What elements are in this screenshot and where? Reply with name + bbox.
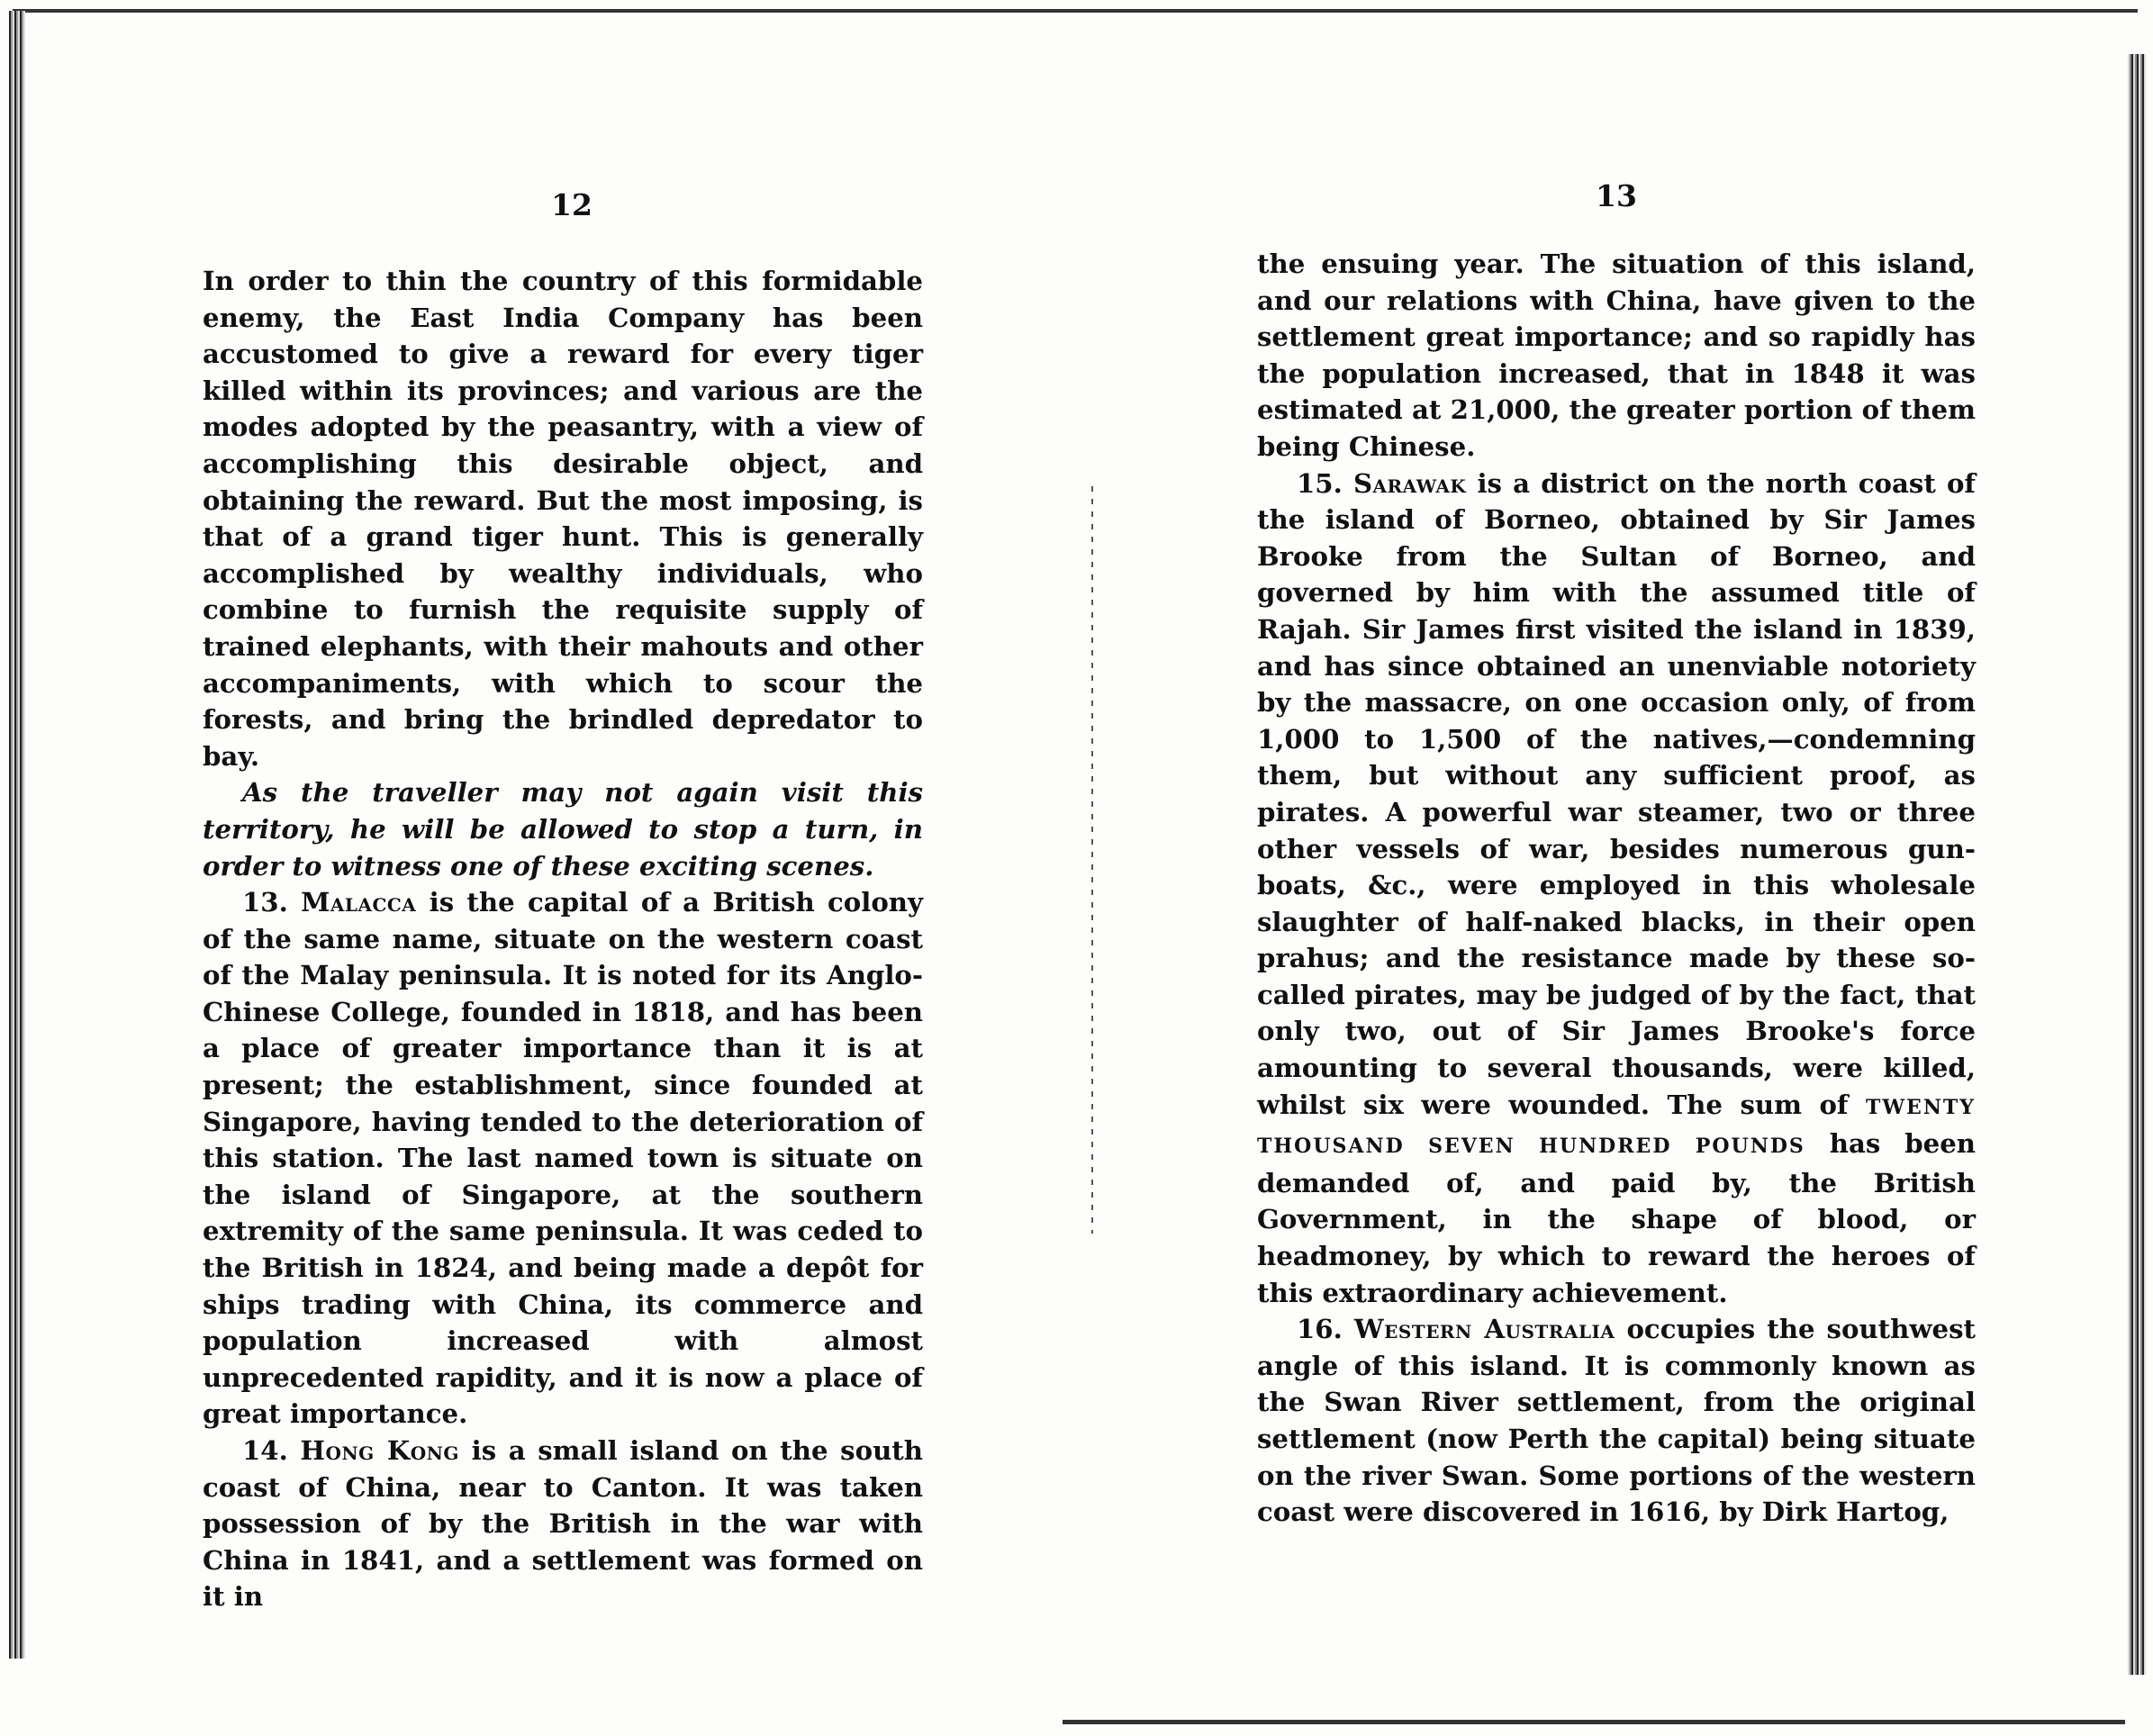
- section-heading: Hong Kong: [300, 1435, 460, 1466]
- paragraph-text: is the capital of a British colony of the same name, situate on the western coast of the Malay peninsula. It is noted for its Anglo-Chinese College, founded in 1818, and has been a place of greater importance than it is at present; the establishment, since founded at Singapore, having tended to the deterioration of this station. The last named town is situate on the island of Singapore, at the southern extremity of the same peninsula. It was ceded to the British in 1824, and being made a depôt for ships trading with China, its commerce and population increased with almost unprecedented rapidity, and it is now a place of great importance.: [203, 887, 923, 1430]
- section-heading: Western Australia: [1353, 1314, 1615, 1345]
- book-gutter: [1091, 486, 1093, 1234]
- section-number: 16.: [1297, 1314, 1343, 1345]
- book-left-edge: [9, 11, 25, 1659]
- paragraph: [203, 774, 923, 884]
- paragraph-text: is a district on the north coast of the island of Borneo, obtained by Sir James Brooke from the Sultan of Borneo, and governed by him with the assumed title of Rajah. Sir James first visited the island in 1839, and has since obtained an unenviable notoriety by the massacre, on one occasion only, of from 1,000 to 1,500 of the natives,—condemning them, but without any sufficient proof, as pirates. A powerful war steamer, two or three other vessels of war, besides numerous gun-boats, &c., were employed in this wholesale slaughter of half-naked blacks, in their open prahus; and the resistance made by these so-called pirates, may be judged of by the fact, that only two, out of Sir James Brooke's force amounting to several thousands, were killed, whilst six were wounded. The sum of: [1257, 467, 1976, 1120]
- paragraph: [1257, 466, 1976, 1312]
- page-number: 12: [551, 187, 593, 222]
- right-page-text: [1257, 246, 1976, 1531]
- paragraph-text: occupies the southwest angle of this island. It is commonly known as the Swan River settlement, from the original settlement (now Perth the capital) being situate on the river Swan. Some portions of the western coast were discovered in 1616, by Dirk Hartog,: [1257, 1314, 1976, 1528]
- page-number: 13: [1596, 178, 1637, 213]
- book-right-edge: [2128, 54, 2146, 1675]
- paragraph: [203, 884, 923, 1433]
- paragraph-text: has been demanded of, and paid by, the British Government, in the shape of blood, or headmoney, by which to reward the heroes of this extraordinary achievement.: [1257, 1128, 1976, 1308]
- paragraph: [1257, 1311, 1976, 1531]
- left-page-text: [203, 263, 923, 1615]
- paragraph-text: In order to thin the country of this formidable enemy, the East India Company has been accustomed to give a reward for every tiger killed within its provinces; and various are the modes adopted by the peasantry, with a view of accomplishing this desirable object, and obtaining the reward. But the most imposing, is that of a grand tiger hunt. This is generally accomplished by wealthy individuals, who combine to furnish the requisite supply of trained elephants, with their mahouts and other accompaniments, with which to scour the forests, and bring the brindled depredator to bay.: [203, 266, 923, 772]
- paragraph-text: As the traveller may not again visit this territory, he will be allowed to stop a turn, in order to witness one of these exciting scenes.: [203, 777, 923, 882]
- paragraph: [203, 263, 923, 774]
- section-heading: Malacca: [301, 887, 417, 918]
- section-number: 14.: [242, 1435, 288, 1466]
- paragraph-text: is a small island on the south coast of China, near to Canton. It was taken possession of by the British in the war with China in 1841, and a settlement was formed on it in: [203, 1435, 923, 1613]
- emphasized-sum: TWENTY THOUSAND SEVEN HUNDRED POUNDS: [1257, 1095, 1977, 1159]
- paragraph-text: the ensuing year. The situation of this island, and our relations with China, have given to the settlement great importance; and so rapidly has the population increased, that in 1848 it was estimated at 21,000, the greater portion of them being Chinese.: [1257, 249, 1976, 462]
- section-heading: Sarawak: [1352, 467, 1467, 499]
- paragraph: [1257, 246, 1976, 466]
- section-number: 15.: [1297, 467, 1343, 499]
- book-bottom-edge: [1063, 1720, 2125, 1724]
- paragraph: [203, 1433, 923, 1615]
- book-top-edge: [13, 9, 2138, 13]
- section-number: 13.: [242, 887, 288, 918]
